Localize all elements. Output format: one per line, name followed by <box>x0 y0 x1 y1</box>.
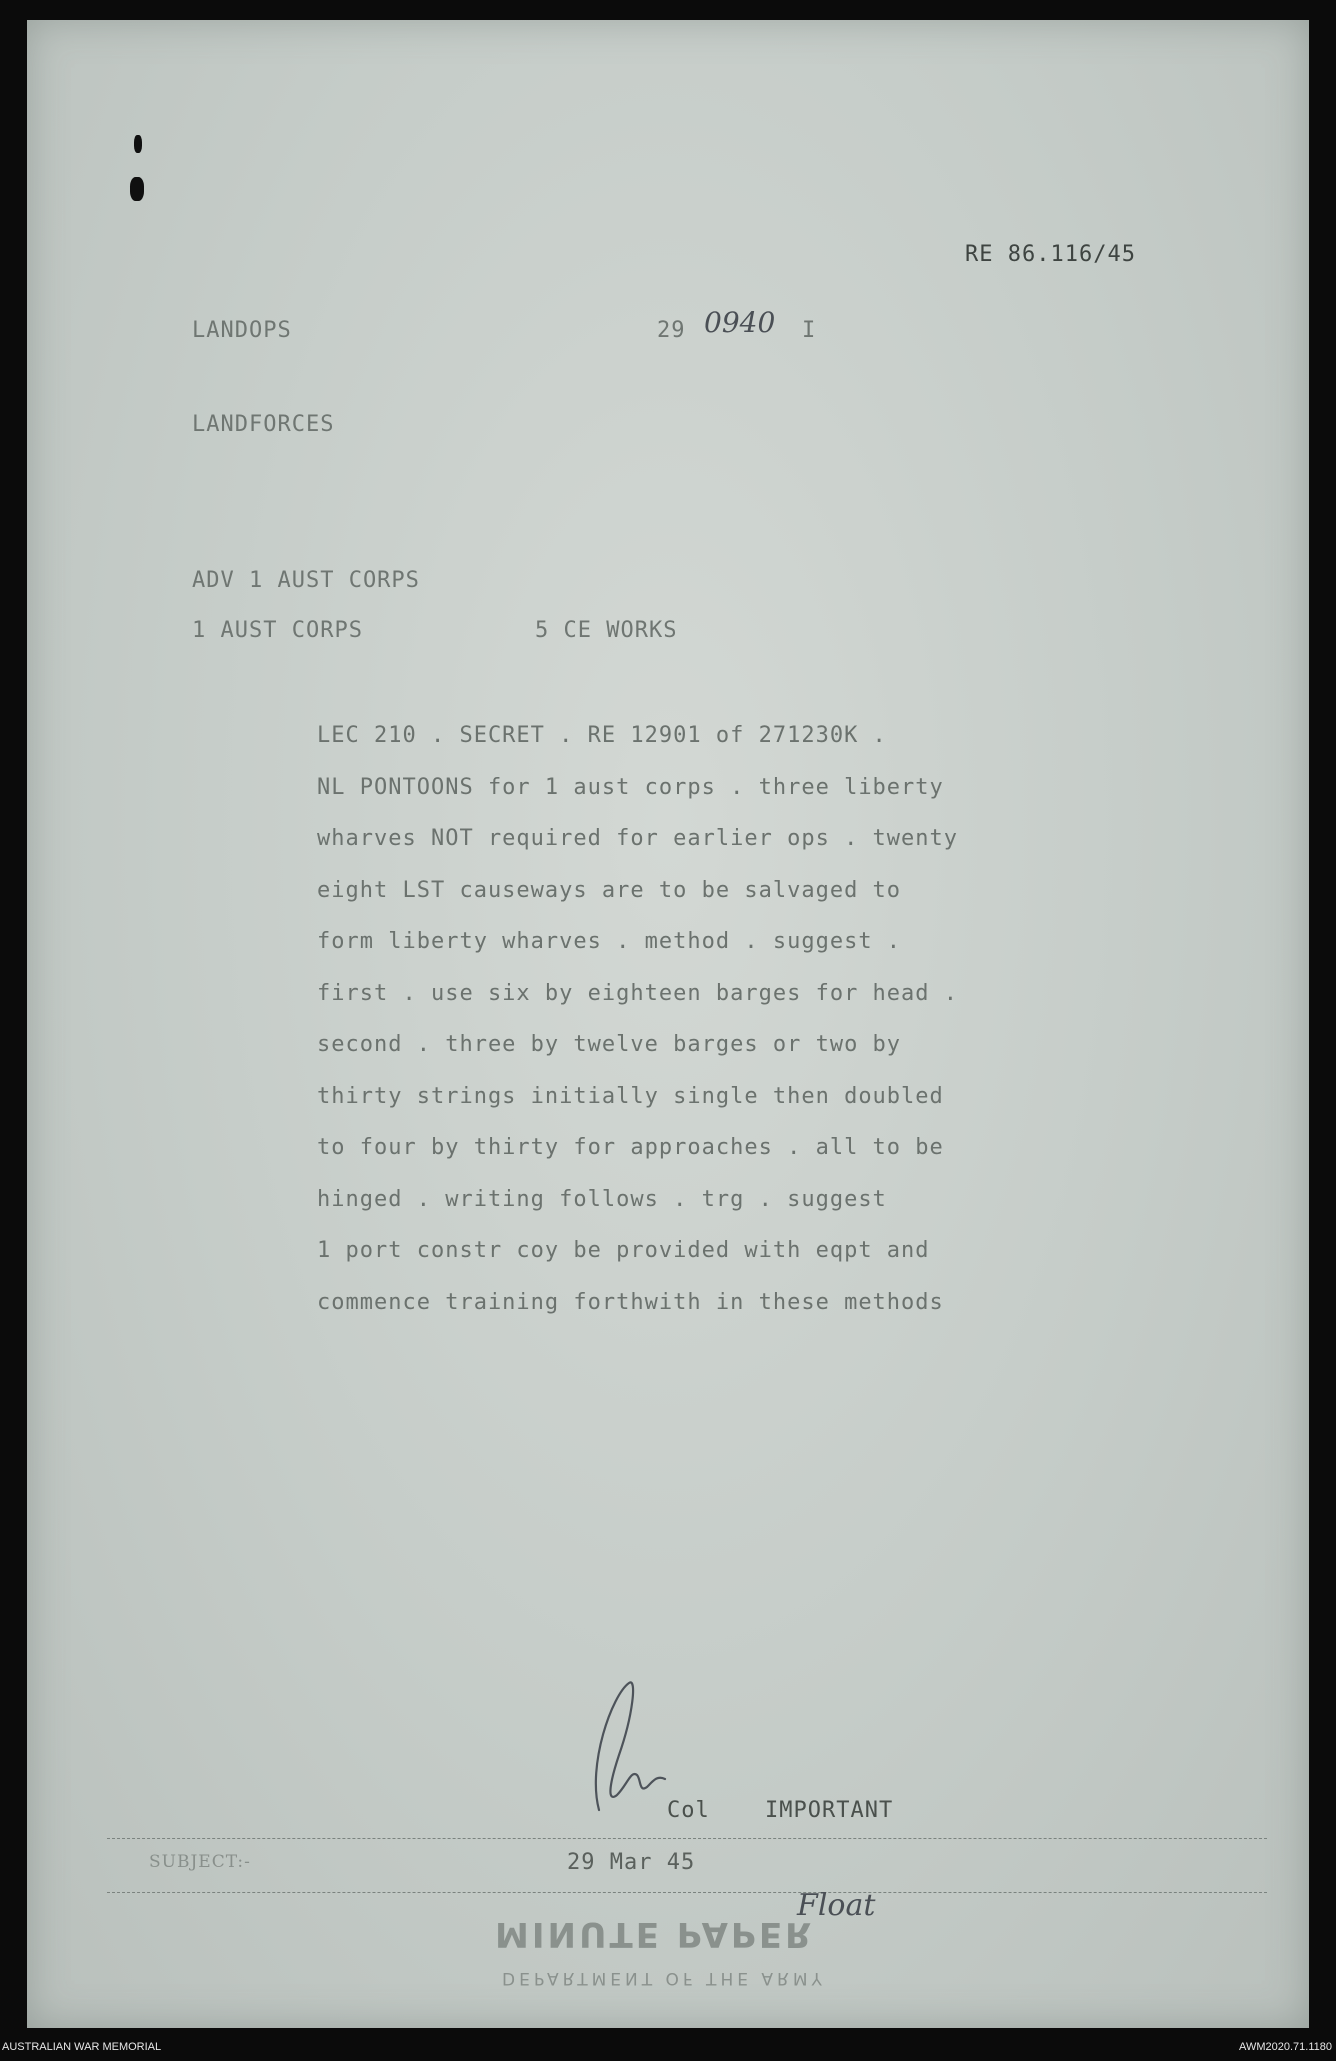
message-line: eight LST causeways are to be salvaged to <box>317 877 902 903</box>
to-line: LANDFORCES <box>192 412 335 437</box>
form-rule <box>107 1838 1267 1839</box>
info-line-1: ADV 1 AUST CORPS <box>192 568 420 593</box>
priority-marking: IMPORTANT <box>765 1798 894 1823</box>
signature-rank: Col <box>667 1798 710 1823</box>
subject-label: SUBJECT:- <box>149 1852 251 1872</box>
footer-left: AUSTRALIAN WAR MEMORIAL <box>2 2041 162 2053</box>
document-page <box>27 20 1309 2028</box>
message-line: commence training forthwith in these methods <box>317 1289 944 1315</box>
message-line: thirty strings initially single then doubled <box>317 1083 944 1109</box>
bleedthrough-subtitle: DEPARTMENT OF THE ARMY <box>502 1968 826 1988</box>
message-line: second . three by twelve barges or two by <box>317 1032 902 1057</box>
message-line: form liberty wharves . method . suggest . <box>317 929 902 954</box>
message-line: first . use six by eighteen barges for head . <box>317 980 959 1006</box>
message-line: to four by thirty for approaches . all to be <box>317 1135 944 1160</box>
signature <box>567 1675 677 1825</box>
message-line: 1 port constr coy be provided with eqpt and <box>317 1238 930 1263</box>
dtg-handwritten: 0940 <box>704 306 776 339</box>
message-line: LEC 210 . SECRET . RE 12901 of 271230K . <box>317 723 887 748</box>
punch-hole <box>134 135 142 153</box>
info-line-2-right: 5 CE WORKS <box>535 618 678 643</box>
date-line: 29 Mar 45 <box>567 1850 696 1875</box>
bleedthrough-title: MINUTE PAPER <box>495 1914 815 1954</box>
from-line: LANDOPS <box>192 318 292 343</box>
handwritten-note: Float <box>797 1888 876 1923</box>
footer-right: AWM2020.71.1180 <box>1239 2041 1332 2053</box>
punch-hole <box>130 177 144 201</box>
dtg-suffix: I <box>802 318 817 343</box>
reference-number: RE 86.116/45 <box>965 242 1136 267</box>
info-line-2-left: 1 AUST CORPS <box>192 618 363 643</box>
message-line: wharves NOT required for earlier ops . twenty <box>317 826 959 851</box>
dtg-prefix: 29 <box>657 318 686 343</box>
message-line: NL PONTOONS for 1 aust corps . three liberty <box>317 774 944 800</box>
form-rule <box>107 1892 1267 1893</box>
message-line: hinged . writing follows . trg . suggest <box>317 1186 887 1212</box>
message-body <box>317 710 1167 1328</box>
